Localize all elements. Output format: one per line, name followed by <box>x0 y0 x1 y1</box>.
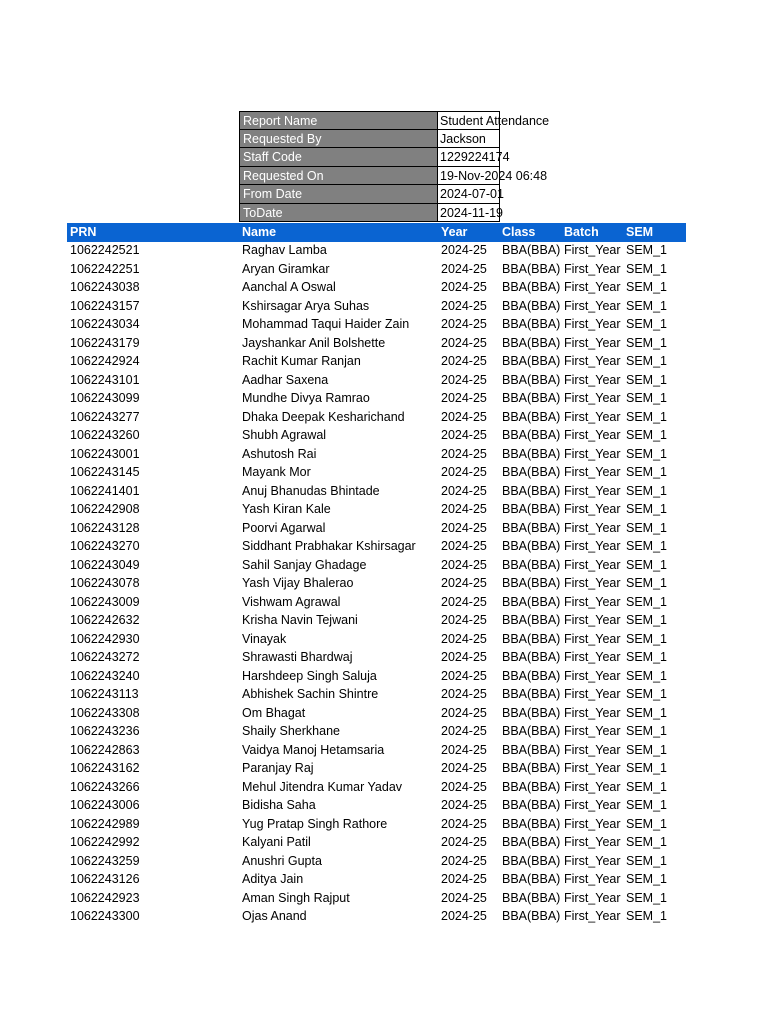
cell-prn: 1062243034 <box>70 317 140 331</box>
table-row <box>67 241 686 260</box>
cell-name: Siddhant Prabhakar Kshirsagar <box>242 539 416 553</box>
cell-class: BBA(BBA) <box>502 483 561 498</box>
cell-prn: 1062243126 <box>70 872 140 886</box>
cell-prn: 1062242989 <box>70 816 140 831</box>
cell-batch: First_Year <box>564 650 621 664</box>
cell-year: 2024-25 <box>441 243 487 257</box>
table-row <box>67 741 686 760</box>
cell-prn: 1062243266 <box>70 779 140 794</box>
table-row <box>67 630 686 649</box>
cell-name: Vaidya Manoj Hetamsaria <box>242 742 385 757</box>
cell-name: Om Bhagat <box>242 705 306 720</box>
cell-sem: SEM_1 <box>626 835 667 849</box>
table-row <box>67 463 686 482</box>
cell-name: Raghav Lamba <box>242 243 327 257</box>
cell-year: 2024-25 <box>441 539 487 553</box>
cell-name: Ashutosh Rai <box>242 446 317 461</box>
cell-class: BBA(BBA) <box>502 298 561 313</box>
cell-prn: 1062243038 <box>70 280 140 294</box>
report-name-row <box>239 111 550 130</box>
cell-batch: First_Year <box>564 243 621 257</box>
cell-prn: 1062242251 <box>70 261 140 276</box>
cell-batch: First_Year <box>564 576 621 590</box>
cell-batch: First_Year <box>564 853 621 868</box>
cell-batch: First_Year <box>564 705 621 720</box>
cell-class: BBA(BBA) <box>502 502 561 516</box>
cell-sem: SEM_1 <box>626 317 667 331</box>
cell-sem: SEM_1 <box>626 668 667 683</box>
cell-class: BBA(BBA) <box>502 594 561 609</box>
cell-year: 2024-25 <box>441 372 487 387</box>
table-row <box>67 371 686 390</box>
cell-class: BBA(BBA) <box>502 853 561 868</box>
cell-prn: 1062243179 <box>70 335 140 350</box>
cell-prn: 1062242930 <box>70 631 140 646</box>
cell-name: Shrawasti Bhardwaj <box>242 650 353 664</box>
cell-prn: 1062243157 <box>70 298 140 313</box>
cell-year: 2024-25 <box>441 779 487 794</box>
table-row <box>67 852 686 871</box>
cell-year: 2024-25 <box>441 557 487 572</box>
cell-name: Aanchal A Oswal <box>242 280 336 294</box>
cell-year: 2024-25 <box>441 761 487 775</box>
cell-batch: First_Year <box>564 724 621 738</box>
table-row <box>67 556 686 575</box>
cell-prn: 1062243128 <box>70 520 140 535</box>
cell-name: Mundhe Divya Ramrao <box>242 391 370 405</box>
cell-prn: 1062243236 <box>70 724 140 738</box>
table-row <box>67 833 686 852</box>
cell-class: BBA(BBA) <box>502 872 561 886</box>
table-row <box>67 482 686 501</box>
table-row <box>67 685 686 704</box>
table-row <box>67 870 686 889</box>
cell-year: 2024-25 <box>441 613 487 627</box>
table-row <box>67 889 686 908</box>
cell-prn: 1062242521 <box>70 243 140 257</box>
cell-year: 2024-25 <box>441 798 487 812</box>
cell-batch: First_Year <box>564 909 621 923</box>
cell-class: BBA(BBA) <box>502 280 561 294</box>
cell-class: BBA(BBA) <box>502 742 561 757</box>
cell-year: 2024-25 <box>441 428 487 442</box>
cell-name: Anuj Bhanudas Bhintade <box>242 483 380 498</box>
cell-name: Bidisha Saha <box>242 798 316 812</box>
table-row <box>67 260 686 279</box>
cell-sem: SEM_1 <box>626 335 667 350</box>
cell-year: 2024-25 <box>441 853 487 868</box>
table-row <box>67 574 686 593</box>
cell-batch: First_Year <box>564 761 621 775</box>
cell-year: 2024-25 <box>441 261 487 276</box>
cell-sem: SEM_1 <box>626 872 667 886</box>
cell-sem: SEM_1 <box>626 465 667 479</box>
cell-class: BBA(BBA) <box>502 465 561 479</box>
cell-batch: First_Year <box>564 742 621 757</box>
cell-year: 2024-25 <box>441 650 487 664</box>
cell-name: Yash Kiran Kale <box>242 502 331 516</box>
table-row <box>67 722 686 741</box>
cell-name: Krisha Navin Tejwani <box>242 613 358 627</box>
staff-code-label: Staff Code <box>239 148 438 167</box>
cell-year: 2024-25 <box>441 872 487 886</box>
cell-name: Aman Singh Rajput <box>242 890 350 905</box>
cell-name: Vinayak <box>242 631 287 646</box>
table-row <box>67 593 686 612</box>
table-row <box>67 648 686 667</box>
cell-class: BBA(BBA) <box>502 243 561 257</box>
cell-class: BBA(BBA) <box>502 317 561 331</box>
table-row <box>67 907 686 926</box>
cell-prn: 1062243006 <box>70 798 140 812</box>
table-row <box>67 519 686 538</box>
table-row <box>67 315 686 334</box>
cell-prn: 1062243001 <box>70 446 140 461</box>
cell-class: BBA(BBA) <box>502 779 561 794</box>
cell-class: BBA(BBA) <box>502 668 561 683</box>
cell-batch: First_Year <box>564 483 621 498</box>
cell-class: BBA(BBA) <box>502 391 561 405</box>
cell-prn: 1062242863 <box>70 742 140 757</box>
cell-prn: 1062243099 <box>70 391 140 405</box>
cell-sem: SEM_1 <box>626 724 667 738</box>
cell-sem: SEM_1 <box>626 483 667 498</box>
cell-class: BBA(BBA) <box>502 409 561 424</box>
header-class: Class <box>502 225 536 239</box>
cell-name: Yug Pratap Singh Rathore <box>242 816 388 831</box>
cell-sem: SEM_1 <box>626 779 667 794</box>
cell-prn: 1062243009 <box>70 594 140 609</box>
cell-class: BBA(BBA) <box>502 372 561 387</box>
table-row <box>67 352 686 371</box>
table-row <box>67 278 686 297</box>
student-table-body <box>67 241 686 926</box>
cell-batch: First_Year <box>564 409 621 424</box>
cell-class: BBA(BBA) <box>502 724 561 738</box>
cell-prn: 1062241401 <box>70 483 140 498</box>
cell-class: BBA(BBA) <box>502 650 561 664</box>
cell-name: Mayank Mor <box>242 465 311 479</box>
cell-name: Ojas Anand <box>242 909 307 923</box>
to-date-value: 2024-11-19 <box>438 204 500 223</box>
cell-sem: SEM_1 <box>626 650 667 664</box>
cell-year: 2024-25 <box>441 816 487 831</box>
cell-class: BBA(BBA) <box>502 705 561 720</box>
cell-sem: SEM_1 <box>626 502 667 516</box>
cell-class: BBA(BBA) <box>502 539 561 553</box>
cell-sem: SEM_1 <box>626 280 667 294</box>
requested-by-row <box>239 130 500 149</box>
cell-sem: SEM_1 <box>626 798 667 812</box>
cell-class: BBA(BBA) <box>502 687 561 701</box>
header-name: Name <box>242 225 277 239</box>
table-row <box>67 815 686 834</box>
cell-name: Sahil Sanjay Ghadage <box>242 557 367 572</box>
cell-prn: 1062243272 <box>70 650 140 664</box>
cell-batch: First_Year <box>564 872 621 886</box>
cell-class: BBA(BBA) <box>502 446 561 461</box>
cell-name: Harshdeep Singh Saluja <box>242 668 377 683</box>
cell-prn: 1062243101 <box>70 372 140 387</box>
cell-year: 2024-25 <box>441 668 487 683</box>
cell-prn: 1062242908 <box>70 502 140 516</box>
report-name-label: Report Name <box>239 111 438 130</box>
requested-by-value: Jackson <box>438 130 500 149</box>
cell-batch: First_Year <box>564 779 621 794</box>
cell-name: Aadhar Saxena <box>242 372 329 387</box>
cell-batch: First_Year <box>564 391 621 405</box>
cell-year: 2024-25 <box>441 335 487 350</box>
table-row <box>67 334 686 353</box>
cell-year: 2024-25 <box>441 724 487 738</box>
cell-class: BBA(BBA) <box>502 761 561 775</box>
cell-prn: 1062243078 <box>70 576 140 590</box>
table-row <box>67 389 686 408</box>
cell-class: BBA(BBA) <box>502 631 561 646</box>
cell-prn: 1062243308 <box>70 705 140 720</box>
cell-class: BBA(BBA) <box>502 557 561 572</box>
table-row <box>67 667 686 686</box>
cell-sem: SEM_1 <box>626 391 667 405</box>
cell-name: Mohammad Taqui Haider Zain <box>242 317 410 331</box>
cell-batch: First_Year <box>564 594 621 609</box>
cell-prn: 1062243113 <box>70 687 139 701</box>
cell-prn: 1062242992 <box>70 835 140 849</box>
cell-prn: 1062243260 <box>70 428 140 442</box>
cell-class: BBA(BBA) <box>502 354 561 368</box>
cell-class: BBA(BBA) <box>502 261 561 276</box>
requested-on-row <box>239 167 548 186</box>
cell-batch: First_Year <box>564 668 621 683</box>
cell-year: 2024-25 <box>441 890 487 905</box>
table-row <box>67 408 686 427</box>
cell-year: 2024-25 <box>441 391 487 405</box>
cell-year: 2024-25 <box>441 705 487 720</box>
cell-batch: First_Year <box>564 687 621 701</box>
cell-batch: First_Year <box>564 890 621 905</box>
cell-name: Shubh Agrawal <box>242 428 327 442</box>
report-name-value: Student Attendance <box>438 111 500 130</box>
cell-name: Aditya Jain <box>242 872 304 886</box>
table-row <box>67 759 686 778</box>
cell-batch: First_Year <box>564 446 621 461</box>
cell-batch: First_Year <box>564 317 621 331</box>
cell-year: 2024-25 <box>441 280 487 294</box>
cell-sem: SEM_1 <box>626 354 667 368</box>
cell-sem: SEM_1 <box>626 742 667 757</box>
cell-sem: SEM_1 <box>626 520 667 535</box>
cell-batch: First_Year <box>564 335 621 350</box>
cell-sem: SEM_1 <box>626 409 667 424</box>
cell-batch: First_Year <box>564 557 621 572</box>
cell-class: BBA(BBA) <box>502 428 561 442</box>
cell-name: Abhishek Sachin Shintre <box>242 687 379 701</box>
cell-sem: SEM_1 <box>626 261 667 276</box>
cell-sem: SEM_1 <box>626 761 667 775</box>
cell-class: BBA(BBA) <box>502 816 561 831</box>
staff-code-value: 1229224174 <box>438 148 500 167</box>
cell-batch: First_Year <box>564 280 621 294</box>
cell-name: Vishwam Agrawal <box>242 594 341 609</box>
cell-class: BBA(BBA) <box>502 613 561 627</box>
cell-batch: First_Year <box>564 835 621 849</box>
cell-sem: SEM_1 <box>626 243 667 257</box>
cell-name: Paranjay Raj <box>242 761 314 775</box>
cell-prn: 1062242924 <box>70 354 140 368</box>
table-row <box>67 445 686 464</box>
cell-batch: First_Year <box>564 798 621 812</box>
table-header <box>67 223 686 242</box>
table-row <box>67 704 686 723</box>
cell-prn: 1062243049 <box>70 557 140 572</box>
cell-name: Shaily Sherkhane <box>242 724 340 738</box>
cell-sem: SEM_1 <box>626 557 667 572</box>
cell-name: Rachit Kumar Ranjan <box>242 354 361 368</box>
cell-batch: First_Year <box>564 354 621 368</box>
cell-year: 2024-25 <box>441 409 487 424</box>
cell-batch: First_Year <box>564 465 621 479</box>
cell-class: BBA(BBA) <box>502 835 561 849</box>
cell-batch: First_Year <box>564 539 621 553</box>
cell-name: Poorvi Agarwal <box>242 520 326 535</box>
cell-prn: 1062243300 <box>70 909 140 923</box>
table-row <box>67 426 686 445</box>
cell-prn: 1062242923 <box>70 890 140 905</box>
cell-class: BBA(BBA) <box>502 576 561 590</box>
cell-sem: SEM_1 <box>626 539 667 553</box>
cell-batch: First_Year <box>564 520 621 535</box>
cell-year: 2024-25 <box>441 576 487 590</box>
cell-batch: First_Year <box>564 613 621 627</box>
cell-prn: 1062243270 <box>70 539 140 553</box>
cell-year: 2024-25 <box>441 317 487 331</box>
header-batch: Batch <box>564 225 599 239</box>
cell-year: 2024-25 <box>441 465 487 479</box>
cell-name: Yash Vijay Bhalerao <box>242 576 354 590</box>
table-row <box>67 796 686 815</box>
cell-sem: SEM_1 <box>626 816 667 831</box>
cell-prn: 1062243240 <box>70 668 140 683</box>
from-date-row <box>239 185 504 204</box>
from-date-label: From Date <box>239 185 438 204</box>
cell-year: 2024-25 <box>441 483 487 498</box>
cell-batch: First_Year <box>564 428 621 442</box>
cell-year: 2024-25 <box>441 909 487 923</box>
cell-sem: SEM_1 <box>626 613 667 627</box>
cell-batch: First_Year <box>564 261 621 276</box>
cell-year: 2024-25 <box>441 298 487 313</box>
cell-year: 2024-25 <box>441 742 487 757</box>
cell-class: BBA(BBA) <box>502 335 561 350</box>
cell-batch: First_Year <box>564 816 621 831</box>
table-row <box>67 537 686 556</box>
cell-class: BBA(BBA) <box>502 909 561 923</box>
cell-prn: 1062243259 <box>70 853 140 868</box>
header-sem: SEM <box>626 225 654 239</box>
report-info-block <box>239 111 550 222</box>
cell-year: 2024-25 <box>441 502 487 516</box>
from-date-value: 2024-07-01 <box>438 185 500 204</box>
cell-class: BBA(BBA) <box>502 890 561 905</box>
cell-name: Kalyani Patil <box>242 835 311 849</box>
cell-sem: SEM_1 <box>626 298 667 313</box>
cell-sem: SEM_1 <box>626 909 667 923</box>
cell-sem: SEM_1 <box>626 594 667 609</box>
table-row <box>67 778 686 797</box>
to-date-label: ToDate <box>239 204 438 223</box>
cell-name: Aryan Giramkar <box>242 261 330 276</box>
cell-year: 2024-25 <box>441 520 487 535</box>
cell-sem: SEM_1 <box>626 853 667 868</box>
cell-year: 2024-25 <box>441 354 487 368</box>
header-prn: PRN <box>70 225 97 239</box>
cell-name: Dhaka Deepak Kesharichand <box>242 409 405 424</box>
cell-name: Kshirsagar Arya Suhas <box>242 298 370 313</box>
cell-year: 2024-25 <box>441 687 487 701</box>
cell-sem: SEM_1 <box>626 687 667 701</box>
cell-batch: First_Year <box>564 372 621 387</box>
cell-batch: First_Year <box>564 298 621 313</box>
cell-name: Anushri Gupta <box>242 853 322 868</box>
requested-on-value: 19-Nov-2024 06:48 <box>438 167 500 186</box>
cell-prn: 1062243145 <box>70 465 140 479</box>
cell-prn: 1062242632 <box>70 613 140 627</box>
cell-name: Mehul Jitendra Kumar Yadav <box>242 779 403 794</box>
table-row <box>67 611 686 630</box>
cell-year: 2024-25 <box>441 594 487 609</box>
cell-year: 2024-25 <box>441 631 487 646</box>
cell-prn: 1062243277 <box>70 409 140 424</box>
cell-name: Jayshankar Anil Bolshette <box>242 335 386 350</box>
cell-sem: SEM_1 <box>626 576 667 590</box>
cell-year: 2024-25 <box>441 835 487 849</box>
cell-class: BBA(BBA) <box>502 520 561 535</box>
table-row <box>67 297 686 316</box>
cell-sem: SEM_1 <box>626 372 667 387</box>
requested-on-label: Requested On <box>239 167 438 186</box>
cell-class: BBA(BBA) <box>502 798 561 812</box>
table-row <box>67 500 686 519</box>
cell-prn: 1062243162 <box>70 761 140 775</box>
cell-sem: SEM_1 <box>626 428 667 442</box>
to-date-row <box>239 204 504 223</box>
cell-sem: SEM_1 <box>626 446 667 461</box>
cell-sem: SEM_1 <box>626 705 667 720</box>
cell-year: 2024-25 <box>441 446 487 461</box>
staff-code-row <box>239 148 510 167</box>
cell-sem: SEM_1 <box>626 631 667 646</box>
cell-batch: First_Year <box>564 631 621 646</box>
header-year: Year <box>441 225 468 239</box>
cell-batch: First_Year <box>564 502 621 516</box>
requested-by-label: Requested By <box>239 130 438 149</box>
cell-sem: SEM_1 <box>626 890 667 905</box>
